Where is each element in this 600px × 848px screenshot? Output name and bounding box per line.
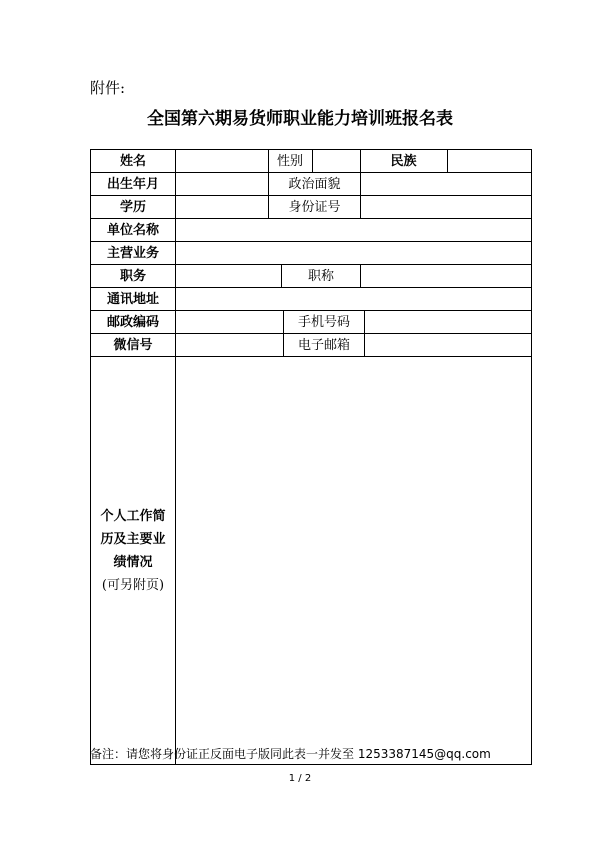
wechat-field[interactable] xyxy=(176,334,283,357)
id-number-label: 身份证号 xyxy=(288,200,341,215)
birth-label: 出生年月 xyxy=(106,177,159,192)
birth-field[interactable] xyxy=(176,173,268,196)
resume-label xyxy=(91,505,175,597)
professional-title-label: 职称 xyxy=(307,269,334,284)
resume-label-line-3: 绩情况 xyxy=(113,555,153,570)
address-field[interactable] xyxy=(176,288,531,311)
company-label: 单位名称 xyxy=(106,223,159,238)
page-number: 1 / 2 xyxy=(288,773,312,784)
gender-label: 性别 xyxy=(276,154,303,169)
mobile-label: 手机号码 xyxy=(297,315,350,330)
resume-label-line-2: 历及主要业 xyxy=(100,532,166,547)
name-field[interactable] xyxy=(176,150,268,173)
ethnicity-label: 民族 xyxy=(390,154,417,169)
business-field[interactable] xyxy=(176,242,531,265)
wechat-label: 微信号 xyxy=(113,338,153,353)
resume-field[interactable] xyxy=(176,357,531,764)
name-label: 姓名 xyxy=(119,154,146,169)
registration-form-table xyxy=(90,149,532,765)
education-label: 学历 xyxy=(119,200,146,215)
resume-note: (可另附页) xyxy=(101,578,165,593)
postcode-label: 邮政编码 xyxy=(106,315,159,330)
company-field[interactable] xyxy=(176,219,531,242)
political-status-label: 政治面貌 xyxy=(288,177,341,192)
postcode-field[interactable] xyxy=(176,311,283,334)
email-field[interactable] xyxy=(365,334,531,357)
political-status-field[interactable] xyxy=(361,173,531,196)
professional-title-field[interactable] xyxy=(361,265,531,288)
form-title: 全国第六期易货师职业能力培训班报名表 xyxy=(147,109,453,129)
footnote: 备注：请您将身份证正反面电子版同此表一并发至 1253387145@qq.com xyxy=(90,747,491,761)
position-label: 职务 xyxy=(119,269,146,284)
address-label: 通讯地址 xyxy=(106,292,159,307)
id-number-field[interactable] xyxy=(361,196,531,219)
mobile-field[interactable] xyxy=(365,311,531,334)
resume-label-line-1: 个人工作简 xyxy=(100,509,166,524)
ethnicity-field[interactable] xyxy=(448,150,531,173)
education-field[interactable] xyxy=(176,196,268,219)
email-label: 电子邮箱 xyxy=(297,338,350,353)
gender-field[interactable] xyxy=(313,150,360,173)
position-field[interactable] xyxy=(176,265,281,288)
attachment-label: 附件: xyxy=(90,79,126,97)
business-label: 主营业务 xyxy=(106,246,159,261)
